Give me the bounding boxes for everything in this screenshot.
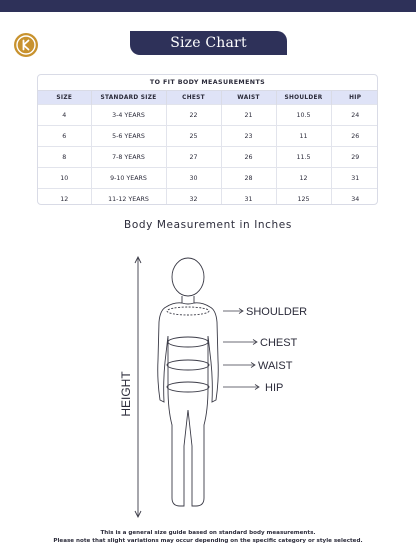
table-cell: 26 (221, 147, 276, 168)
table-row (38, 189, 378, 206)
col-header-hip: HIP (331, 91, 378, 105)
table-row (38, 105, 378, 126)
table-cell: 27 (166, 147, 221, 168)
footer-line-1: This is a general size guide based on standard body measurements. (100, 530, 316, 536)
table-cell: 21 (221, 105, 276, 126)
table-caption: TO FIT BODY MEASUREMENTS (38, 75, 377, 91)
k-logo-icon (14, 33, 38, 57)
table-cell: 10 (38, 168, 91, 189)
height-label: HEIGHT (119, 371, 133, 417)
table-cell: 125 (276, 189, 331, 206)
table-cell: 29 (331, 147, 378, 168)
table-cell: 11 (276, 126, 331, 147)
table-cell: 28 (221, 168, 276, 189)
col-header-shoulder: SHOULDER (276, 91, 331, 105)
table-row (38, 126, 378, 147)
table-cell: 31 (221, 189, 276, 206)
table-cell: 12 (276, 168, 331, 189)
col-header-standard-size: STANDARD SIZE (91, 91, 166, 105)
size-table (37, 74, 378, 205)
table-cell: 7-8 YEARS (91, 147, 166, 168)
measurement-table (38, 91, 378, 205)
waist-label: WAIST (258, 360, 293, 372)
table-cell: 30 (166, 168, 221, 189)
table-cell: 24 (331, 105, 378, 126)
table-cell: 4 (38, 105, 91, 126)
footer-note (0, 529, 416, 545)
table-cell: 9-10 YEARS (91, 168, 166, 189)
page-title: Size Chart (130, 31, 287, 55)
col-header-size: SIZE (38, 91, 91, 105)
table-cell: 8 (38, 147, 91, 168)
col-header-chest: CHEST (166, 91, 221, 105)
table-cell: 10.5 (276, 105, 331, 126)
table-cell: 6 (38, 126, 91, 147)
body-measurement-diagram (100, 250, 340, 530)
brand-logo (14, 33, 38, 57)
height-arrow (135, 257, 141, 517)
table-cell: 12 (38, 189, 91, 206)
table-cell: 22 (166, 105, 221, 126)
chest-label: CHEST (260, 337, 298, 349)
table-cell: 26 (331, 126, 378, 147)
col-header-waist: WAIST (221, 91, 276, 105)
label-pointers (223, 309, 259, 390)
table-cell: 3-4 YEARS (91, 105, 166, 126)
table-row (38, 147, 378, 168)
diagram-subtitle: Body Measurement in Inches (124, 219, 292, 231)
footer-line-2: Please note that slight variations may occur depending on the specific category or style selected. (53, 538, 363, 544)
table-header-row (38, 91, 378, 105)
table-row (38, 168, 378, 189)
table-cell: 5-6 YEARS (91, 126, 166, 147)
top-bar (0, 0, 416, 12)
hip-label: HIP (265, 382, 284, 394)
table-cell: 11-12 YEARS (91, 189, 166, 206)
table-cell: 34 (331, 189, 378, 206)
table-cell: 31 (331, 168, 378, 189)
shoulder-label: SHOULDER (246, 306, 308, 318)
table-cell: 32 (166, 189, 221, 206)
table-cell: 23 (221, 126, 276, 147)
table-cell: 11.5 (276, 147, 331, 168)
table-cell: 25 (166, 126, 221, 147)
